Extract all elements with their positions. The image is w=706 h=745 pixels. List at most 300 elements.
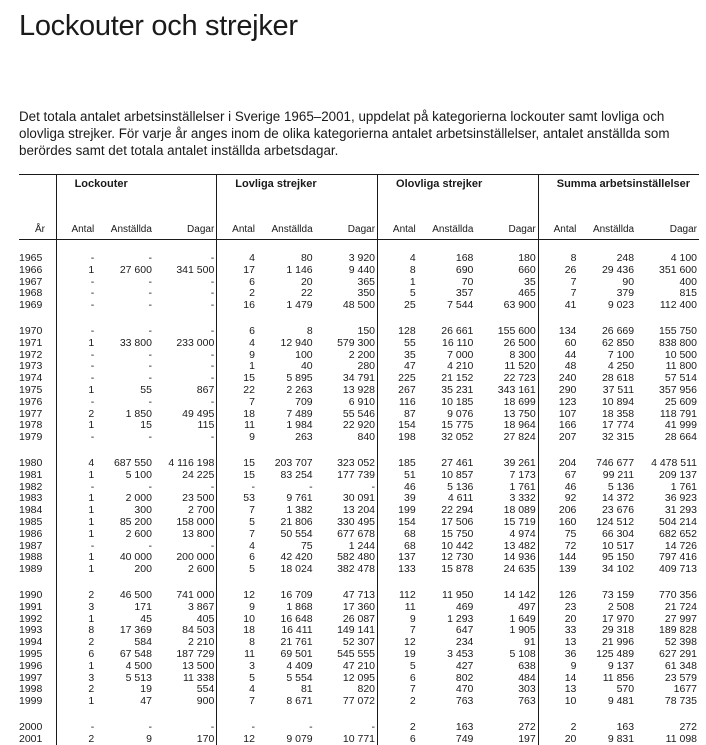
table-cell: 39 (378, 493, 418, 505)
table-cell: 382 478 (337, 564, 376, 576)
year-cell: 1971 (19, 337, 43, 349)
table-cell: 100 (295, 349, 313, 361)
table-cell: 233 000 (176, 337, 215, 349)
table-cell: 55 (140, 384, 152, 396)
table-cell: 90 (622, 276, 635, 288)
table-cell: 5 100 (125, 469, 152, 481)
table-cell: 18 (217, 625, 257, 637)
table-cell: 10 (538, 696, 578, 708)
table-cell: 343 161 (497, 384, 536, 396)
table-cell: 60 (538, 338, 578, 350)
table-cell: 7 (217, 529, 257, 541)
table-cell: 26 087 (342, 613, 376, 625)
table-cell: 8 300 (509, 349, 536, 361)
table-row (19, 432, 699, 444)
table-cell: 4 (217, 338, 257, 350)
table-cell: - (148, 276, 152, 288)
table-cell: 7 544 (447, 300, 474, 312)
table-cell: 504 214 (659, 516, 697, 528)
table-cell: 9 481 (607, 696, 635, 708)
table-cell: 6 (217, 552, 257, 564)
table-cell: 225 (378, 373, 418, 385)
year-cell: 1991 (19, 601, 43, 613)
table-cell: 17 360 (342, 601, 376, 613)
table-cell: 163 (455, 721, 474, 733)
table-cell: 3 (217, 661, 257, 673)
table-cell: 139 (538, 564, 578, 576)
table-cell: 3 332 (509, 493, 536, 505)
table-cell: 154 (378, 420, 418, 432)
table-cell: 46 (378, 482, 418, 494)
table-cell: 3 920 (348, 253, 376, 264)
table-cell: 19 (378, 649, 418, 661)
table-cell: - (210, 349, 215, 361)
table-cell: 25 609 (664, 396, 697, 408)
table-cell: 409 713 (659, 564, 697, 576)
table-cell: 42 420 (280, 552, 313, 564)
table-cell: 27 600 (119, 264, 152, 276)
table-cell: 206 (538, 505, 578, 517)
table-cell: 47 210 (342, 660, 376, 672)
table-row (19, 614, 699, 626)
table-cell: 763 (518, 696, 536, 708)
table-cell: - (210, 300, 215, 312)
col-header: Dagar (347, 224, 376, 235)
table-cell: 4 (56, 458, 96, 470)
table-cell: 47 (378, 361, 418, 373)
table-cell: 1 868 (286, 601, 313, 613)
table-cell: 35 (378, 350, 418, 362)
table-cell: 1 850 (125, 408, 152, 420)
table-cell: 57 514 (664, 373, 697, 385)
table-cell: 68 (378, 529, 418, 541)
table-cell: 75 (538, 529, 578, 541)
table-cell: 10 894 (601, 396, 635, 408)
table-row (19, 625, 699, 637)
table-cell: 21 724 (664, 601, 697, 613)
table-cell: 15 750 (441, 528, 474, 540)
table-cell: 15 (217, 470, 257, 482)
table-cell: 66 304 (601, 528, 635, 540)
table-cell: 4 (217, 684, 257, 696)
table-cell: 687 550 (113, 457, 152, 469)
table-cell: 1 (56, 564, 96, 576)
table-cell: 67 548 (119, 648, 152, 660)
table-cell: 1 (56, 505, 96, 517)
table-cell: 12 730 (441, 552, 474, 564)
year-header-spacer (19, 175, 56, 210)
table-cell: 16 110 (442, 337, 474, 349)
table-cell: 9 023 (607, 300, 635, 312)
table-cell: 2 (56, 590, 96, 602)
table-cell: 123 (538, 397, 578, 409)
table-cell: 2 (538, 722, 578, 734)
table-cell: 9 (217, 350, 257, 362)
table-row (19, 529, 699, 541)
table-cell: 1 479 (286, 300, 313, 312)
table-cell: 545 555 (337, 648, 376, 660)
table-cell: 17 970 (601, 613, 635, 625)
group-header-summa: Summa arbetsinställelser (538, 175, 699, 210)
table-cell: 2 600 (125, 528, 152, 540)
table-cell: 1 (56, 552, 96, 564)
table-cell: 11 800 (665, 361, 697, 373)
table-cell: 45 (140, 613, 152, 625)
table-cell: 62 850 (601, 337, 635, 349)
table-cell: 303 (518, 684, 536, 696)
table-cell: 3 (56, 673, 96, 685)
table-cell: 95 150 (601, 552, 635, 564)
table-cell: 248 (616, 253, 635, 264)
table-cell: 168 (455, 253, 474, 264)
group-header-row (19, 175, 699, 210)
intro-paragraph: Det totala antalet arbetsinställelser i Sverige 1965–2001, uppdelat på kategorierna lockouter samt lovliga och olovliga strejker. För varje år anges inom de olika kategorierna antalet arbetsinställelser, antalet anställda som berördes samt det totala antalet inställda arbetsdagar. (19, 109, 670, 158)
table-cell: 2 (56, 734, 96, 745)
table-cell: 1 905 (509, 625, 536, 637)
table-cell: 87 (378, 409, 418, 421)
table-cell: 171 (134, 601, 152, 613)
year-cell: 1990 (19, 589, 43, 601)
table-cell: 73 159 (601, 589, 635, 601)
table-cell: 15 878 (441, 564, 474, 576)
table-cell: 554 (196, 684, 215, 696)
table-cell: 26 (538, 265, 578, 277)
table-cell: 10 500 (664, 349, 697, 361)
table-cell: 52 398 (664, 637, 697, 649)
table-cell: 19 (140, 684, 152, 696)
table-cell: 128 (378, 326, 418, 338)
table-cell: 11 338 (182, 672, 215, 684)
table-cell: 177 739 (337, 469, 376, 481)
table-cell: 21 152 (441, 373, 474, 385)
table-cell: - (371, 481, 376, 493)
table-cell: 16 709 (280, 589, 313, 601)
table-cell: 13 800 (182, 528, 215, 540)
table-cell: 1 (56, 493, 96, 505)
table-cell: 84 503 (182, 625, 215, 637)
group-spacer (19, 444, 699, 458)
table-cell: 21 806 (280, 516, 313, 528)
table-cell: 341 500 (176, 264, 215, 276)
table-cell: 80 (300, 253, 313, 264)
table-cell: 154 (378, 517, 418, 529)
table-cell: 70 (461, 276, 474, 288)
table-cell: - (371, 721, 376, 733)
table-cell: 26 661 (441, 325, 474, 337)
table-cell: - (148, 540, 152, 552)
table-cell: 1 382 (286, 505, 313, 517)
table-cell: 85 200 (119, 516, 152, 528)
table-row (19, 552, 699, 564)
table-cell: 33 (538, 625, 578, 637)
table-cell: - (210, 721, 215, 733)
year-cell: 1978 (19, 420, 43, 432)
table-row (19, 505, 699, 517)
table-cell: - (309, 721, 313, 733)
table-cell: 13 (538, 684, 578, 696)
table-cell: 2 (56, 684, 96, 696)
table-cell: 272 (679, 721, 697, 733)
table-cell: 1 761 (670, 481, 697, 493)
table-cell: 7 173 (509, 469, 536, 481)
table-cell: 170 (196, 733, 215, 745)
table-cell: 1 (56, 517, 96, 529)
table-row (19, 482, 699, 494)
group-spacer (19, 576, 699, 590)
table-cell: 75 (300, 540, 313, 552)
table-cell: 2 (217, 288, 257, 300)
table-cell: 582 480 (337, 552, 376, 564)
table-cell: - (148, 253, 152, 264)
table-cell: 126 (538, 590, 578, 602)
table-cell: 4 611 (447, 493, 474, 505)
table-cell: - (148, 349, 152, 361)
table-cell: 46 500 (119, 589, 152, 601)
table-cell: 34 102 (601, 564, 635, 576)
table-cell: 10 442 (441, 540, 474, 552)
year-cell: 1970 (19, 325, 43, 337)
table-cell: 1 (56, 696, 96, 708)
table-cell: 4 (217, 541, 257, 553)
table-cell: 12 (217, 590, 257, 602)
table-cell: 9 076 (447, 408, 474, 420)
table-cell: 647 (455, 625, 474, 637)
column-header-row (19, 209, 699, 240)
col-header: Antal (56, 209, 96, 240)
table-row (19, 661, 699, 673)
table-row (19, 373, 699, 385)
row-group (19, 240, 699, 312)
table-cell: 7 100 (607, 349, 635, 361)
table-cell: 200 000 (176, 552, 215, 564)
table-cell: 2 600 (188, 564, 215, 576)
table-cell: 10 517 (601, 540, 635, 552)
table-cell: 1 (56, 529, 96, 541)
table-row (19, 696, 699, 708)
table-cell: 2 (56, 637, 96, 649)
table-cell: 14 726 (664, 540, 697, 552)
year-cell: 1995 (19, 648, 43, 660)
table-cell: 48 500 (342, 300, 376, 312)
table-cell: 11 856 (602, 672, 635, 684)
year-cell: 1966 (19, 264, 43, 276)
table-cell: - (217, 482, 257, 494)
year-cell: 1967 (19, 276, 43, 288)
table-cell: 1 (56, 470, 96, 482)
table-cell: 199 (378, 505, 418, 517)
table-cell: - (56, 253, 96, 265)
table-cell: 9 (538, 661, 578, 673)
year-cell: 1993 (19, 625, 43, 637)
col-header: Dagar (187, 224, 215, 235)
table-cell: 32 315 (601, 432, 635, 444)
table-cell: 470 (455, 684, 474, 696)
table-cell: 29 436 (601, 264, 635, 276)
year-cell: 1986 (19, 528, 43, 540)
table-cell: 4 250 (607, 361, 635, 373)
table-cell: 263 (295, 432, 313, 444)
table-cell: 7 (378, 625, 418, 637)
year-cell: 2001 (19, 733, 43, 745)
table-cell: - (56, 541, 96, 553)
table-cell: - (148, 432, 152, 444)
table-cell: 357 (455, 288, 474, 300)
table-row (19, 493, 699, 505)
year-cell: 1976 (19, 396, 43, 408)
table-cell: 14 372 (601, 493, 635, 505)
row-group (19, 576, 699, 708)
table-cell: 11 (378, 602, 418, 614)
page-title: Lockouter och strejker (19, 10, 298, 42)
table-cell: 209 137 (659, 469, 697, 481)
group-spacer (19, 240, 699, 254)
table-cell: 67 (538, 470, 578, 482)
table-cell: 30 091 (342, 493, 376, 505)
table-cell: 12 940 (280, 337, 313, 349)
table-cell: 12 (378, 637, 418, 649)
table-cell: 204 (538, 458, 578, 470)
year-cell: 1996 (19, 660, 43, 672)
table-cell: 13 (538, 637, 578, 649)
row-group (19, 312, 699, 444)
table-cell: - (210, 396, 215, 408)
table-cell: 9 440 (348, 264, 376, 276)
col-header: Antal (538, 209, 578, 240)
table-cell: 749 (455, 733, 474, 745)
table-cell: 35 (524, 276, 536, 288)
table-cell: 11 520 (504, 361, 536, 373)
table-cell: 91 (524, 637, 536, 649)
year-cell: 1987 (19, 540, 43, 552)
table-cell: 840 (357, 432, 376, 444)
table-cell: 23 500 (182, 493, 215, 505)
table-row (19, 564, 699, 576)
table-cell: 166 (538, 420, 578, 432)
table-cell: 802 (455, 672, 474, 684)
table-cell: 1 (56, 420, 96, 432)
table-cell: 4 974 (509, 528, 536, 540)
table-cell: 27 824 (503, 432, 536, 444)
table-cell: 14 142 (503, 589, 536, 601)
table-cell: 5 513 (125, 672, 152, 684)
table-cell: 1 (378, 277, 418, 289)
table-cell: 69 501 (280, 648, 313, 660)
table-cell: 2 (378, 696, 418, 708)
year-cell: 1988 (19, 552, 43, 564)
year-cell: 1977 (19, 408, 43, 420)
table-cell: 24 225 (182, 469, 215, 481)
table-row (19, 397, 699, 409)
table-cell: 39 261 (503, 457, 536, 469)
table-cell: 23 579 (664, 672, 697, 684)
table-cell: - (217, 722, 257, 734)
table-cell: - (56, 482, 96, 494)
table-cell: 63 900 (503, 300, 536, 312)
col-header: Antal (378, 209, 418, 240)
table-cell: 570 (616, 684, 635, 696)
table-cell: 92 (538, 493, 578, 505)
table-cell: 1 (56, 265, 96, 277)
table-cell: 15 719 (503, 516, 536, 528)
table-cell: 22 723 (503, 373, 536, 385)
table-cell: 115 (197, 420, 215, 432)
table-cell: 7 (378, 684, 418, 696)
table-row (19, 409, 699, 421)
table-cell: 40 000 (119, 552, 152, 564)
year-cell: 1998 (19, 684, 43, 696)
table-cell: 9 831 (607, 733, 635, 745)
group-spacer (19, 312, 699, 326)
table-cell: 7 (217, 505, 257, 517)
table-cell: - (56, 350, 96, 362)
table-cell: 180 (518, 253, 536, 264)
table-cell: - (56, 326, 96, 338)
year-cell: 1969 (19, 300, 43, 312)
table-cell: 6 (217, 326, 257, 338)
table-cell: 2 000 (125, 493, 152, 505)
table-cell: 112 (378, 590, 418, 602)
table-cell: 26 500 (503, 337, 536, 349)
table-cell: 61 348 (664, 660, 697, 672)
table-cell: 1677 (673, 684, 697, 696)
table-row (19, 277, 699, 289)
year-cell: 1997 (19, 672, 43, 684)
table-cell: 77 072 (342, 696, 376, 708)
table-cell: 11 950 (442, 589, 474, 601)
table-cell: 27 997 (664, 613, 697, 625)
table-cell: 690 (455, 264, 474, 276)
table-cell: 189 828 (659, 625, 697, 637)
table-cell: 1 293 (447, 613, 474, 625)
table-row (19, 326, 699, 338)
table-cell: 17 369 (119, 625, 152, 637)
table-cell: 78 735 (664, 696, 697, 708)
table-cell: 2 263 (286, 384, 313, 396)
table-cell: 35 231 (441, 384, 474, 396)
table-cell: 18 024 (280, 564, 313, 576)
row-group (19, 708, 699, 745)
year-cell: 1979 (19, 432, 43, 444)
table-cell: - (210, 276, 215, 288)
table-cell: 200 (134, 564, 152, 576)
table-cell: 52 307 (342, 637, 376, 649)
table-cell: 49 495 (182, 408, 215, 420)
table-cell: 4 478 511 (651, 457, 697, 469)
table-cell: 15 (217, 373, 257, 385)
table-cell: - (56, 288, 96, 300)
table-cell: 797 416 (659, 552, 697, 564)
table-cell: 20 (538, 614, 578, 626)
table-cell: 51 (378, 470, 418, 482)
table-cell: 55 546 (342, 408, 376, 420)
table-cell: 5 554 (286, 672, 313, 684)
year-cell: 1968 (19, 288, 43, 300)
table-cell: 160 (538, 517, 578, 529)
table-cell: 400 (679, 276, 697, 288)
table-row (19, 470, 699, 482)
table-cell: 5 108 (509, 648, 536, 660)
table-cell: 99 211 (602, 469, 635, 481)
table-cell: 365 (357, 276, 376, 288)
table-cell: 125 489 (596, 648, 635, 660)
table-cell: 24 635 (503, 564, 536, 576)
table-cell: 18 089 (503, 505, 536, 517)
table-cell: 2 (56, 409, 96, 421)
table-cell: 7 (217, 397, 257, 409)
table-cell: - (56, 432, 96, 444)
table-cell: 6 910 (348, 396, 376, 408)
year-cell: 1975 (19, 384, 43, 396)
